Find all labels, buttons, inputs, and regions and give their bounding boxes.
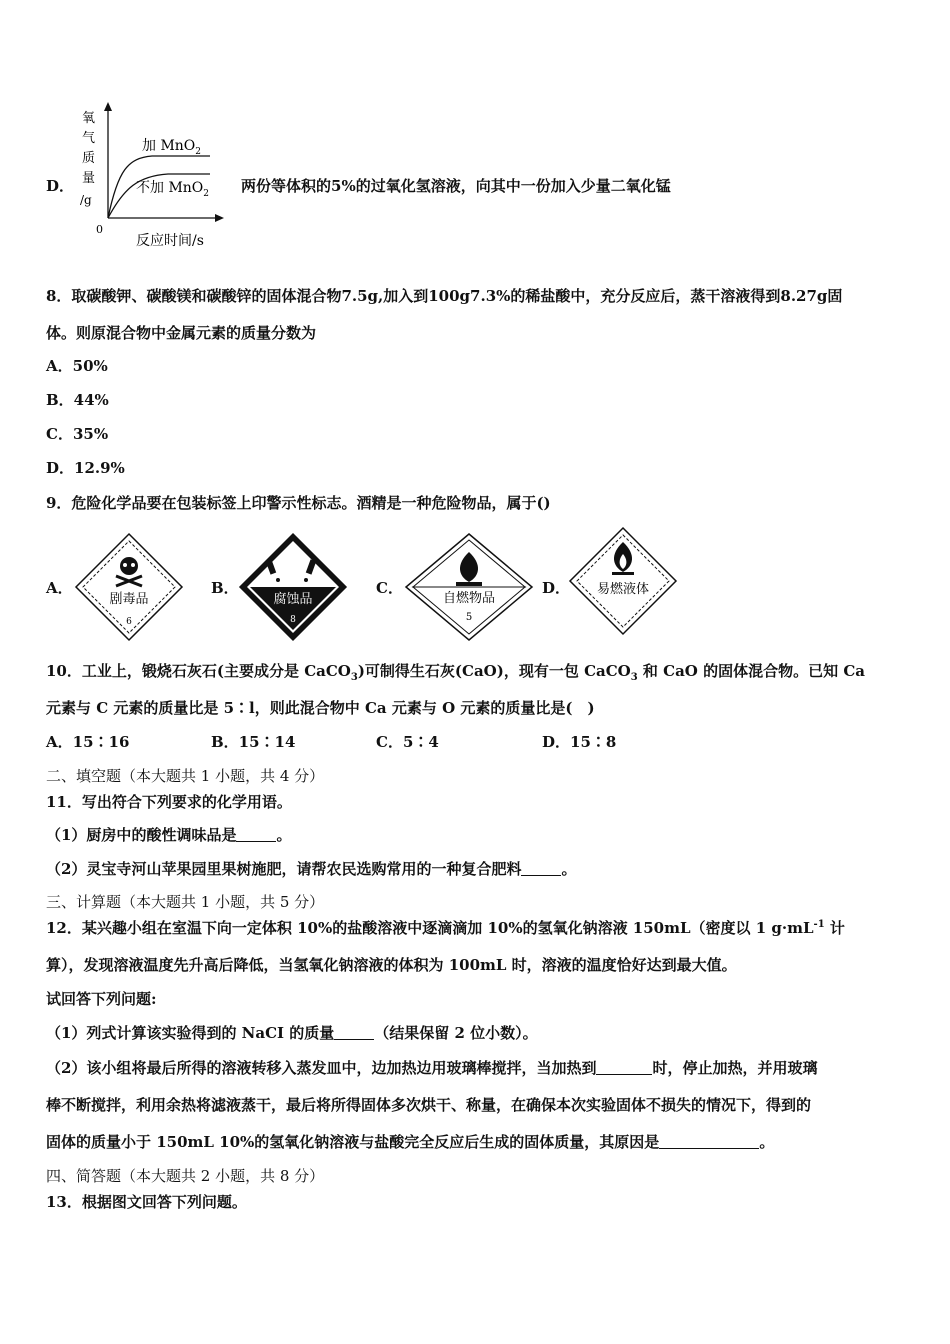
flammable-sign-label: 易燃液体	[596, 582, 650, 597]
q12-part2-line1: （2）该小组将最后所得的溶液转移入蒸发皿中，边加热边用玻璃棒搅拌，当加热到 时，停止加热，并用玻璃	[46, 1059, 818, 1077]
section-4-title: 四、简答题（本大题共 2 小题，共 8 分）	[46, 1167, 325, 1185]
q12-part1: （1）列式计算该实验得到的 NaCI 的质量 （结果保留 2 位小数）。	[46, 1024, 538, 1042]
q10-option-d: D．15∶8	[542, 733, 617, 751]
q11-part2-blank[interactable]	[521, 861, 561, 876]
q12-part2-blank1[interactable]	[596, 1060, 652, 1075]
corrosive-sign-label: 腐蚀品	[273, 592, 313, 607]
q12-stem-line3: 试回答下列问题:	[46, 990, 157, 1008]
q7-option-d-text: 两份等体积的5%的过氧化氢溶液，向其中一份加入少量二氧化锰	[241, 177, 671, 195]
q9-stem: 9．危险化学品要在包装标签上印警示性标志。酒精是一种危险物品，属于()	[46, 494, 551, 512]
chart-ylabel-char-2: 气	[82, 131, 96, 146]
q7-option-d-label: D．	[46, 177, 75, 195]
q8-stem-line2: 体。则原混合物中金属元素的质量分数为	[46, 324, 317, 342]
chart-ylabel-char-4: 量	[82, 171, 96, 186]
chart-y-arrow	[104, 102, 112, 111]
section-3-title: 三、计算题（本大题共 1 小题，共 5 分）	[46, 893, 325, 911]
spontaneous-combustion-sign	[404, 532, 534, 642]
section-2-title: 二、填空题（本大题共 1 小题，共 4 分）	[46, 767, 325, 785]
q8-option-b: B．44%	[46, 391, 109, 409]
spontaneous-sign-number: 5	[465, 612, 473, 623]
q9-option-d-label: D．	[542, 579, 571, 597]
chart-xlabel: 反应时间/s	[136, 233, 204, 249]
chart-ylabel-char-3: 质	[82, 151, 96, 166]
spontaneous-sign-label: 自燃物品	[442, 591, 496, 606]
curve-with-label: 加 MnO$_2$	[142, 138, 202, 157]
q11-part1-blank[interactable]	[236, 827, 276, 842]
q10-option-b: B．15∶14	[211, 733, 296, 751]
q12-stem-line1: 12．某兴趣小组在室温下向一定体积 10%的盐酸溶液中逐滴滴加 10%的氢氧化钠溶液 150mL（密度以 1 $g\cdot mL^{-1}$ 计	[46, 919, 845, 937]
curve-without-label: 不加 MnO$_2$	[136, 180, 210, 199]
toxic-sign	[74, 532, 184, 642]
q10-stem-line1: 10．工业上，锻烧石灰石(主要成分是 CaCO$_3$)可制得生石灰(CaO)，现有一包 CaCO$_3$ 和 CaO 的固体混合物。已知 Ca	[46, 662, 865, 683]
q8-stem-line1: 8．取碳酸钾、碳酸镁和碳酸锌的固体混合物7.5g,加入到100g7.3%的稀盐酸中，充分反应后，蒸干溶液得到8.27g固	[46, 287, 843, 305]
toxic-sign-number: 6	[126, 617, 132, 627]
chart-x-arrow	[215, 214, 224, 222]
q9-option-b-label: B．	[211, 579, 239, 597]
q12-part2-line3: 固体的质量小于 150mL 10%的氢氧化钠溶液与盐酸完全反应后生成的固体质量，其原因是 。	[46, 1133, 775, 1151]
q12-part1-blank[interactable]	[334, 1025, 374, 1040]
chart-ylabel-char-1: 氧	[82, 111, 96, 126]
q11-part2: （2）灵宝寺河山苹果园里果树施肥，请帮农民选购常用的一种复合肥料 。	[46, 860, 577, 878]
q11-stem: 11．写出符合下列要求的化学用语。	[46, 793, 292, 811]
chart-origin: 0	[96, 223, 103, 236]
corrosive-sign	[238, 532, 348, 642]
q13-stem: 13．根据图文回答下列问题。	[46, 1193, 247, 1211]
q8-option-c: C．35%	[46, 425, 109, 443]
flammable-liquid-sign	[568, 526, 678, 636]
q12-part2-line2: 棒不断搅拌，利用余热将滤液蒸干，最后将所得固体多次烘干、称量，在确保本次实验固体不损失的情况下，得到的	[46, 1096, 812, 1114]
oxygen-mass-time-chart	[72, 100, 232, 250]
q12-part2-blank2[interactable]	[659, 1134, 759, 1149]
toxic-sign-label: 剧毒品	[109, 592, 149, 607]
q11-part1: （1）厨房中的酸性调味品是 。	[46, 826, 292, 844]
q10-option-a: A．15∶16	[46, 733, 130, 751]
q9-option-c-label: C．	[376, 579, 403, 597]
q10-stem-line2: 元素与 C 元素的质量比是 5∶l，则此混合物中 Ca 元素与 O 元素的质量比是( )	[46, 699, 595, 717]
q8-option-a: A．50%	[46, 357, 108, 375]
q9-option-a-label: A．	[46, 579, 73, 597]
q10-option-c: C．5∶4	[376, 733, 439, 751]
chart-ylabel-char-5: /g	[80, 193, 92, 207]
q8-option-d: D．12.9%	[46, 459, 125, 477]
q12-stem-line2: 算），发现溶液温度先升高后降低，当氢氧化钠溶液的体积为 100mL 时，溶液的温度恰好达到最大值。	[46, 956, 737, 974]
corrosive-sign-number: 8	[290, 615, 296, 625]
